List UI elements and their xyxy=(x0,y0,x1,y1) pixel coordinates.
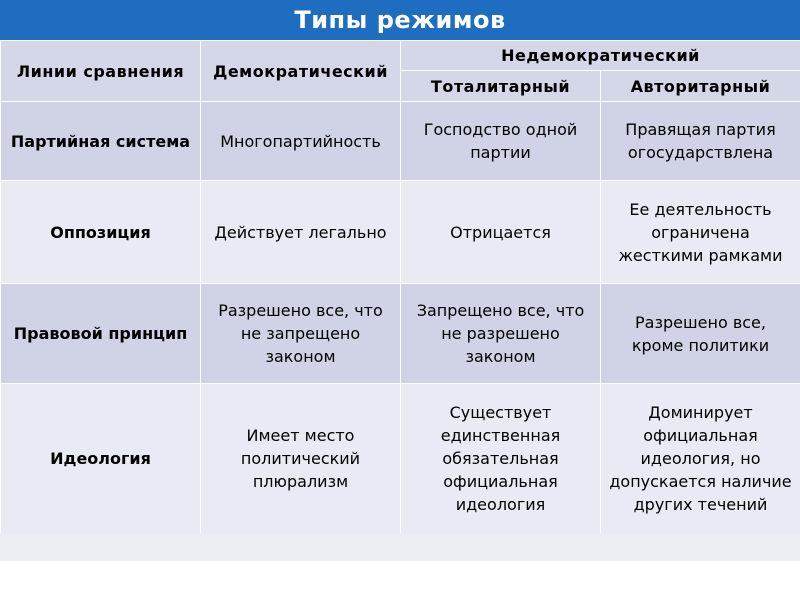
row-label-ideology: Идеология xyxy=(1,384,201,534)
slide-title: Типы режимов xyxy=(294,6,506,34)
header-authoritarian: Авторитарный xyxy=(601,71,800,102)
cell-totalitarian: Запрещено все, что не разрешено законом xyxy=(401,284,601,384)
row-label-legal-principle: Правовой принцип xyxy=(1,284,201,384)
row-label-party-system: Партийная система xyxy=(1,102,201,181)
header-non-democratic: Недемократический xyxy=(401,41,800,71)
cell-democratic: Действует легально xyxy=(201,181,401,284)
cell-authoritarian: Разрешено все, кроме политики xyxy=(601,284,800,384)
header-comparison: Линии сравнения xyxy=(1,41,201,102)
row-label-opposition: Оппозиция xyxy=(1,181,201,284)
cell-totalitarian: Существует единственная обязательная официальная идеология xyxy=(401,384,601,534)
cell-democratic: Имеет место политический плюрализм xyxy=(201,384,401,534)
cell-democratic: Многопартийность xyxy=(201,102,401,181)
cell-authoritarian: Доминирует официальная идеология, но допускается наличие других течений xyxy=(601,384,800,534)
cell-totalitarian: Господство одной партии xyxy=(401,102,601,181)
title-bar xyxy=(0,0,800,40)
table-bottom-strip xyxy=(0,533,800,561)
regimes-table xyxy=(0,40,800,534)
table-row xyxy=(1,102,800,181)
cell-authoritarian: Правящая партия огосударствлена xyxy=(601,102,800,181)
table-row xyxy=(1,181,800,284)
cell-totalitarian: Отрицается xyxy=(401,181,601,284)
table-row xyxy=(1,384,800,534)
header-totalitarian: Тоталитарный xyxy=(401,71,601,102)
table-row xyxy=(1,284,800,384)
cell-democratic: Разрешено все, что не запрещено законом xyxy=(201,284,401,384)
header-democratic: Демократический xyxy=(201,41,401,102)
cell-authoritarian: Ее деятельность ограничена жесткими рамками xyxy=(601,181,800,284)
